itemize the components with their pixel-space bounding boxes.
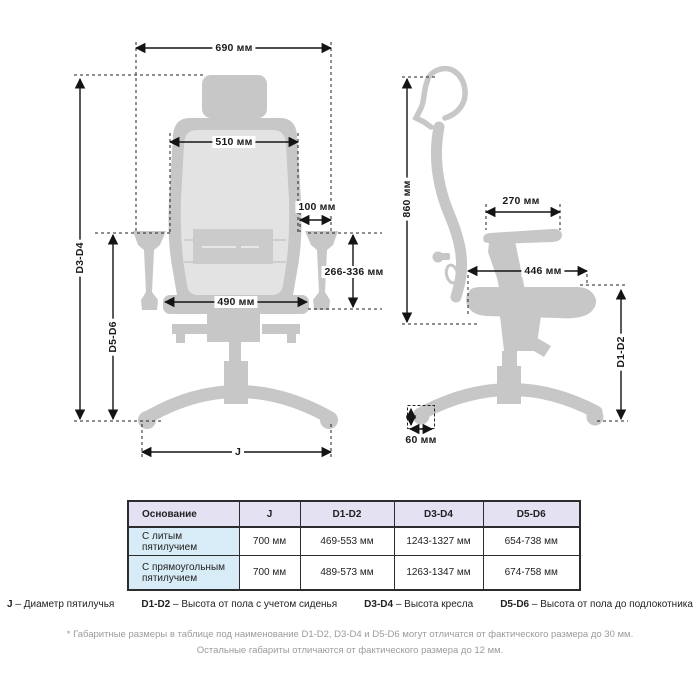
- dim-label-d3d4: D3-D4: [74, 239, 86, 276]
- dim-label-caster-size: 60 мм: [402, 434, 439, 446]
- side-caster-left: [413, 408, 430, 425]
- cell-d5d6: 654-738 мм: [483, 527, 580, 556]
- legend-key: D3-D4: [364, 599, 394, 610]
- dimensions-table: [127, 500, 581, 591]
- legend-desc: – Высота от пола до подлокотника: [531, 599, 693, 610]
- header-j: J: [239, 501, 300, 527]
- dim-label-base-diameter: J: [232, 446, 244, 458]
- cell-d5d6: 674-758 мм: [483, 556, 580, 591]
- row-label: С литым пятилучием: [128, 527, 239, 556]
- front-backrest-mesh: [181, 130, 289, 295]
- table-row: [128, 556, 580, 591]
- cell-d1d2: 469-553 мм: [300, 527, 394, 556]
- legend-item-d5d6: [500, 599, 693, 610]
- dim-label-seat-width: 490 мм: [214, 296, 257, 308]
- legend-key: D1-D2: [141, 599, 171, 610]
- legend-item-d1d2: [141, 599, 337, 610]
- footnote-line-2: Остальные габариты отличаются от фактического размера до 12 мм.: [196, 645, 504, 656]
- dim-label-backrest-width: 510 мм: [212, 136, 255, 148]
- front-caster-left: [138, 411, 156, 429]
- side-armrest-pad: [483, 229, 562, 244]
- dim-label-armrest-height: 266-336 мм: [322, 266, 387, 278]
- dim-label-back-height: 860 мм: [401, 177, 413, 220]
- dim-label-d1d2: D1-D2: [615, 333, 627, 370]
- legend-desc: – Высота от пола с учетом сиденья: [173, 599, 338, 610]
- front-caster-right: [320, 411, 338, 429]
- header-d3d4: D3-D4: [394, 501, 483, 527]
- front-armrest-left: [133, 231, 166, 310]
- front-headrest: [202, 75, 267, 118]
- legend-item-d3d4: [364, 599, 473, 610]
- side-view-chair-silhouette: [413, 69, 604, 426]
- legend-item-j: [7, 599, 114, 610]
- side-caster-right: [587, 409, 604, 426]
- legend-key: J: [7, 599, 13, 610]
- table-row: [128, 527, 580, 556]
- front-view-chair-silhouette: [133, 75, 338, 429]
- side-seat: [466, 287, 596, 318]
- legend-key: D5-D6: [500, 599, 530, 610]
- cell-d3d4: 1243-1327 мм: [394, 527, 483, 556]
- legend-desc: – Высота кресла: [395, 599, 474, 610]
- cell-j: 700 мм: [239, 556, 300, 591]
- header-d1d2: D1-D2: [300, 501, 394, 527]
- table-header-row: [128, 501, 580, 527]
- dim-label-armrest-offset: 100 мм: [295, 201, 338, 213]
- header-base: Основание: [128, 501, 239, 527]
- row-label: С прямоугольным пятилучием: [128, 556, 239, 591]
- dim-label-overall-width: 690 мм: [212, 42, 255, 54]
- header-d5d6: D5-D6: [483, 501, 580, 527]
- dim-label-armrest-length: 270 мм: [499, 195, 542, 207]
- cell-d3d4: 1263-1347 мм: [394, 556, 483, 591]
- cell-j: 700 мм: [239, 527, 300, 556]
- legend: [0, 599, 700, 610]
- dim-label-d5d6: D5-D6: [107, 318, 119, 355]
- side-headrest: [427, 69, 465, 118]
- footnote-line-1: * Габаритные размеры в таблице под наименование D1-D2, D3-D4 и D5-D6 могут отличатся от фактического размера до 30 мм.: [66, 629, 634, 640]
- dim-label-seat-depth: 446 мм: [521, 265, 564, 277]
- legend-desc: – Диаметр пятилучья: [15, 599, 115, 610]
- cell-d1d2: 489-573 мм: [300, 556, 394, 591]
